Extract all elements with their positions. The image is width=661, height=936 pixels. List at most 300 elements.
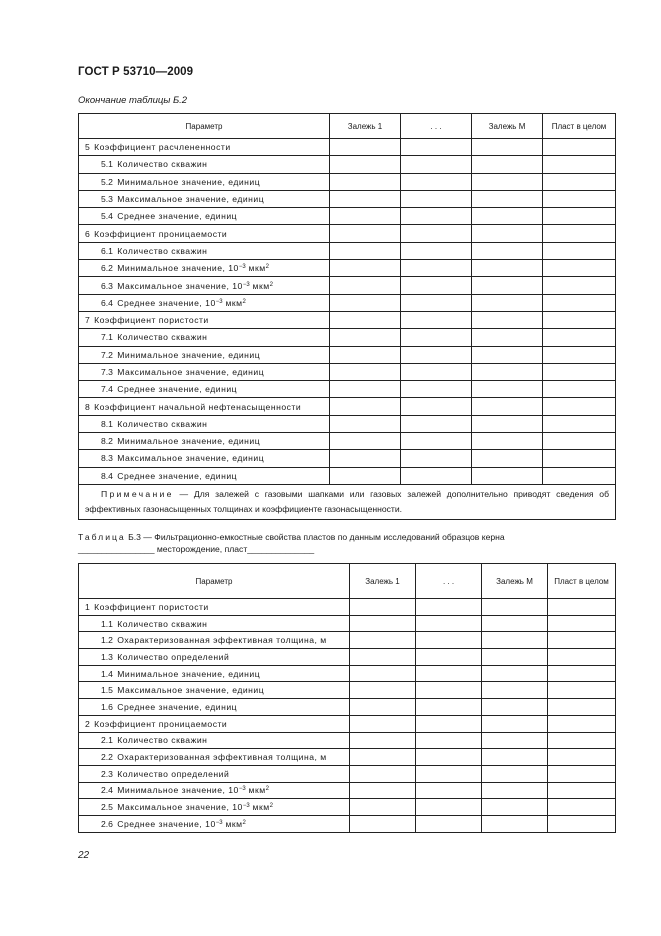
item-text: Количество определений <box>117 651 230 662</box>
item-text: Количество скважин <box>117 245 208 256</box>
value-cell <box>330 398 401 415</box>
table-b3-caption-number: Б.3 — <box>125 532 155 542</box>
value-cell <box>416 649 482 666</box>
value-cell <box>472 190 543 207</box>
item-number: 8.2 <box>101 436 113 447</box>
value-cell <box>401 277 472 294</box>
value-cell <box>543 450 616 467</box>
column-header-parameter: Параметр <box>79 114 330 139</box>
value-cell <box>543 225 616 242</box>
value-cell <box>543 329 616 346</box>
value-cell <box>543 363 616 380</box>
item-text: Среднее значение, единиц <box>117 701 238 712</box>
table-b3-header-row <box>79 564 616 599</box>
value-cell <box>416 732 482 749</box>
parameter-cell <box>79 632 350 649</box>
value-cell <box>330 173 401 190</box>
value-cell <box>401 329 472 346</box>
item-text: Коэффициент расчлененности <box>94 142 231 153</box>
value-cell <box>350 665 416 682</box>
item-text: Максимальное значение, единиц <box>117 367 265 377</box>
column-header-deposit-m: Залежь М <box>472 114 543 139</box>
value-cell <box>350 815 416 832</box>
value-cell <box>401 381 472 398</box>
value-cell <box>472 294 543 311</box>
item-number: 1.3 <box>101 651 113 662</box>
table-row <box>79 749 616 766</box>
value-cell <box>416 799 482 816</box>
value-cell <box>401 242 472 259</box>
item-text: Коэффициент проницаемости <box>94 228 228 239</box>
table-row <box>79 363 616 380</box>
unit: мкм <box>222 297 243 308</box>
unit-exponent: 2 <box>242 298 246 305</box>
table-row <box>79 208 616 225</box>
value-cell <box>548 649 616 666</box>
value-cell <box>416 715 482 732</box>
value-cell <box>472 467 543 484</box>
value-cell <box>472 346 543 363</box>
value-cell <box>330 260 401 277</box>
value-cell <box>416 749 482 766</box>
value-cell <box>543 311 616 328</box>
item-text: Максимальное значение, 10 <box>117 802 243 813</box>
value-cell <box>543 260 616 277</box>
value-cell <box>548 749 616 766</box>
parameter-cell <box>79 329 330 346</box>
table-note-row <box>79 484 616 519</box>
exponent: −3 <box>238 264 246 271</box>
item-text: Максимальное значение, единиц <box>117 453 265 464</box>
table-row <box>79 450 616 467</box>
value-cell <box>482 599 548 616</box>
value-cell <box>548 799 616 816</box>
item-number: 5 <box>85 142 90 153</box>
table-row <box>79 225 616 242</box>
table-row <box>79 294 616 311</box>
value-cell <box>401 415 472 432</box>
value-cell <box>350 632 416 649</box>
table-b3-caption <box>78 531 505 555</box>
item-text: Минимальное значение, 10 <box>117 263 239 274</box>
item-number: 6.1 <box>101 245 113 256</box>
table-b3-caption-label: Таблица <box>78 532 126 542</box>
formation-blank: ______________ <box>247 544 315 554</box>
value-cell <box>350 765 416 782</box>
unit-exponent: 2 <box>242 819 246 826</box>
parameter-cell <box>79 225 330 242</box>
item-number: 8.1 <box>101 418 113 429</box>
item-number: 2.4 <box>101 785 113 796</box>
value-cell <box>330 329 401 346</box>
value-cell <box>350 799 416 816</box>
value-cell <box>482 632 548 649</box>
value-cell <box>330 277 401 294</box>
value-cell <box>401 398 472 415</box>
item-text: Количество определений <box>117 768 230 779</box>
parameter-cell <box>79 732 350 749</box>
value-cell <box>416 699 482 716</box>
item-number: 8.4 <box>101 470 113 481</box>
value-cell <box>472 208 543 225</box>
parameter-cell <box>79 467 330 484</box>
value-cell <box>416 815 482 832</box>
value-cell <box>482 765 548 782</box>
value-cell <box>350 715 416 732</box>
exponent: −3 <box>238 786 246 793</box>
value-cell <box>543 139 616 156</box>
parameter-cell <box>79 665 350 682</box>
parameter-cell <box>79 815 350 832</box>
table-row <box>79 599 616 616</box>
table-row <box>79 682 616 699</box>
item-number: 1.4 <box>101 668 113 679</box>
value-cell <box>472 415 543 432</box>
value-cell <box>482 615 548 632</box>
value-cell <box>548 615 616 632</box>
parameter-cell <box>79 765 350 782</box>
value-cell <box>350 732 416 749</box>
value-cell <box>416 782 482 799</box>
column-header-ellipsis: . . . <box>416 564 482 599</box>
table-b3-caption-line2 <box>78 543 505 555</box>
item-number: 6.3 <box>101 280 113 291</box>
item-text: Охарактеризованная эффективная толщина, м <box>117 752 327 763</box>
table-row <box>79 782 616 799</box>
item-text: Коэффициент начальной нефтенасыщенности <box>94 401 302 412</box>
table-row <box>79 799 616 816</box>
parameter-cell <box>79 381 330 398</box>
table-b3-caption-text: Фильтрационно-емкостные свойства пластов по данным исследований образцов керна <box>154 532 505 542</box>
item-number: 7.4 <box>101 384 113 395</box>
item-text: Минимальное значение, единиц <box>117 668 261 679</box>
parameter-cell <box>79 649 350 666</box>
parameter-cell <box>79 715 350 732</box>
table-row <box>79 277 616 294</box>
document-header: ГОСТ Р 53710—2009 <box>78 66 194 78</box>
table-row <box>79 815 616 832</box>
item-number: 6.4 <box>101 297 113 308</box>
value-cell <box>416 615 482 632</box>
parameter-cell <box>79 398 330 415</box>
value-cell <box>330 139 401 156</box>
value-cell <box>548 765 616 782</box>
value-cell <box>482 799 548 816</box>
value-cell <box>472 225 543 242</box>
value-cell <box>482 665 548 682</box>
unit: мкм <box>245 263 266 274</box>
table-row <box>79 649 616 666</box>
item-number: 1.1 <box>101 618 113 629</box>
column-header-parameter: Параметр <box>79 564 350 599</box>
value-cell <box>401 467 472 484</box>
table-b2 <box>78 113 616 520</box>
unit: мкм <box>222 818 243 829</box>
item-text: Среднее значение, 10 <box>117 297 216 308</box>
value-cell <box>472 173 543 190</box>
table-b2-header-row <box>79 114 616 139</box>
item-text: Максимальное значение, 10 <box>117 280 243 291</box>
value-cell <box>548 815 616 832</box>
value-cell <box>482 649 548 666</box>
table-row <box>79 665 616 682</box>
table-row <box>79 615 616 632</box>
unit: мкм <box>245 785 266 796</box>
value-cell <box>472 381 543 398</box>
parameter-cell <box>79 190 330 207</box>
table-row <box>79 260 616 277</box>
parameter-cell <box>79 173 330 190</box>
parameter-cell <box>79 415 330 432</box>
field-blank: ________________ <box>78 544 155 554</box>
table-row <box>79 467 616 484</box>
table-row <box>79 433 616 450</box>
value-cell <box>543 433 616 450</box>
value-cell <box>548 665 616 682</box>
parameter-cell <box>79 699 350 716</box>
item-text: Коэффициент пористости <box>94 601 209 612</box>
item-number: 6.2 <box>101 263 113 274</box>
value-cell <box>330 450 401 467</box>
table-row <box>79 329 616 346</box>
parameter-cell <box>79 294 330 311</box>
table-row <box>79 242 616 259</box>
unit-exponent: 2 <box>269 281 273 288</box>
value-cell <box>472 242 543 259</box>
item-text: Минимальное значение, единиц <box>117 176 261 187</box>
item-text: Среднее значение, единиц <box>117 470 238 481</box>
value-cell <box>401 346 472 363</box>
item-number: 1.6 <box>101 701 113 712</box>
parameter-cell <box>79 799 350 816</box>
value-cell <box>543 381 616 398</box>
table-b2-body <box>79 139 616 520</box>
item-number: 7.3 <box>101 367 113 377</box>
table-row <box>79 346 616 363</box>
value-cell <box>401 139 472 156</box>
table-b3-body <box>79 599 616 833</box>
value-cell <box>401 260 472 277</box>
item-text: Минимальное значение, единиц <box>117 436 261 447</box>
value-cell <box>548 682 616 699</box>
item-number: 5.2 <box>101 176 113 187</box>
table-row <box>79 381 616 398</box>
value-cell <box>416 599 482 616</box>
value-cell <box>401 208 472 225</box>
value-cell <box>548 599 616 616</box>
value-cell <box>472 398 543 415</box>
value-cell <box>330 242 401 259</box>
value-cell <box>350 749 416 766</box>
value-cell <box>401 225 472 242</box>
item-text: Максимальное значение, единиц <box>117 194 265 205</box>
item-number: 8.3 <box>101 453 113 464</box>
value-cell <box>548 732 616 749</box>
note-text: Для залежей с газовыми шапками или газовых залежей дополнительно приводят сведения об эффективных газонасыщенных толщинах и коэффициенте газонасыщенности. <box>85 488 609 514</box>
parameter-cell <box>79 599 350 616</box>
value-cell <box>543 467 616 484</box>
item-number: 7.2 <box>101 349 113 360</box>
parameter-cell <box>79 208 330 225</box>
value-cell <box>548 632 616 649</box>
exponent: −3 <box>215 298 223 305</box>
table-row <box>79 699 616 716</box>
item-number: 2.2 <box>101 752 113 763</box>
value-cell <box>401 173 472 190</box>
value-cell <box>472 363 543 380</box>
value-cell <box>482 682 548 699</box>
value-cell <box>330 190 401 207</box>
item-number: 5.1 <box>101 159 113 170</box>
value-cell <box>472 433 543 450</box>
value-cell <box>330 156 401 173</box>
parameter-cell <box>79 260 330 277</box>
item-text: Охарактеризованная эффективная толщина, м <box>117 635 327 646</box>
value-cell <box>401 156 472 173</box>
exponent: −3 <box>215 819 223 826</box>
item-number: 2.5 <box>101 802 113 813</box>
column-header-deposit-m: Залежь М <box>482 564 548 599</box>
value-cell <box>401 450 472 467</box>
unit-exponent: 2 <box>265 264 269 271</box>
table-row <box>79 732 616 749</box>
value-cell <box>416 632 482 649</box>
item-number: 7.1 <box>101 332 113 343</box>
item-number: 1.5 <box>101 685 113 696</box>
table-b2-caption: Окончание таблицы Б.2 <box>78 95 188 106</box>
table-row <box>79 415 616 432</box>
value-cell <box>350 615 416 632</box>
parameter-cell <box>79 782 350 799</box>
value-cell <box>416 665 482 682</box>
item-number: 2.3 <box>101 768 113 779</box>
value-cell <box>472 260 543 277</box>
parameter-cell <box>79 139 330 156</box>
value-cell <box>330 225 401 242</box>
item-text: Количество скважин <box>117 159 208 170</box>
column-header-formation-total: Пласт в целом <box>543 114 616 139</box>
table-row <box>79 156 616 173</box>
value-cell <box>401 311 472 328</box>
exponent: −3 <box>242 281 250 288</box>
item-text: Количество скважин <box>117 418 208 429</box>
value-cell <box>543 277 616 294</box>
item-number: 6 <box>85 228 90 239</box>
parameter-cell <box>79 363 330 380</box>
value-cell <box>472 329 543 346</box>
value-cell <box>482 815 548 832</box>
parameter-cell <box>79 277 330 294</box>
table-row <box>79 765 616 782</box>
value-cell <box>548 715 616 732</box>
value-cell <box>330 433 401 450</box>
value-cell <box>543 190 616 207</box>
item-number: 5.4 <box>101 211 113 222</box>
item-text: Максимальное значение, единиц <box>117 685 265 696</box>
parameter-cell <box>79 749 350 766</box>
value-cell <box>543 156 616 173</box>
value-cell <box>548 699 616 716</box>
value-cell <box>401 190 472 207</box>
value-cell <box>543 242 616 259</box>
value-cell <box>350 699 416 716</box>
item-number: 1.2 <box>101 635 113 646</box>
item-text: Минимальное значение, единиц <box>117 349 261 360</box>
item-number: 7 <box>85 315 90 326</box>
item-number: 2.1 <box>101 735 113 746</box>
unit: мкм <box>249 802 270 813</box>
value-cell <box>482 749 548 766</box>
value-cell <box>543 398 616 415</box>
table-row <box>79 190 616 207</box>
value-cell <box>543 415 616 432</box>
value-cell <box>350 649 416 666</box>
item-text: Количество скважин <box>117 735 208 746</box>
parameter-cell <box>79 346 330 363</box>
note-dash: — <box>173 488 194 499</box>
item-text: Минимальное значение, 10 <box>117 785 239 796</box>
value-cell <box>330 294 401 311</box>
item-text: Среднее значение, единиц <box>117 211 238 222</box>
value-cell <box>401 433 472 450</box>
field-label: месторождение, пласт <box>154 544 248 554</box>
value-cell <box>350 682 416 699</box>
note-label: Примечание <box>101 488 174 499</box>
value-cell <box>330 381 401 398</box>
item-text: Среднее значение, единиц <box>117 384 238 395</box>
value-cell <box>330 311 401 328</box>
item-text: Количество скважин <box>117 332 208 343</box>
unit-exponent: 2 <box>269 803 273 810</box>
value-cell <box>472 156 543 173</box>
unit-exponent: 2 <box>265 786 269 793</box>
value-cell <box>472 311 543 328</box>
item-number: 8 <box>85 401 90 412</box>
value-cell <box>472 277 543 294</box>
value-cell <box>543 294 616 311</box>
parameter-cell <box>79 682 350 699</box>
item-text: Коэффициент проницаемости <box>94 718 228 729</box>
value-cell <box>543 346 616 363</box>
item-text: Количество скважин <box>117 618 208 629</box>
value-cell <box>416 765 482 782</box>
value-cell <box>548 782 616 799</box>
column-header-deposit-1: Залежь 1 <box>350 564 416 599</box>
table-row <box>79 632 616 649</box>
value-cell <box>350 599 416 616</box>
table-note <box>79 484 616 519</box>
item-text: Среднее значение, 10 <box>117 818 216 829</box>
value-cell <box>330 415 401 432</box>
table-row <box>79 139 616 156</box>
value-cell <box>401 363 472 380</box>
column-header-deposit-1: Залежь 1 <box>330 114 401 139</box>
parameter-cell <box>79 433 330 450</box>
table-row <box>79 715 616 732</box>
value-cell <box>330 346 401 363</box>
value-cell <box>330 208 401 225</box>
value-cell <box>482 715 548 732</box>
value-cell <box>543 208 616 225</box>
value-cell <box>350 782 416 799</box>
value-cell <box>543 173 616 190</box>
table-row <box>79 311 616 328</box>
table-b3-caption-line1 <box>78 531 505 543</box>
table-row <box>79 398 616 415</box>
value-cell <box>416 682 482 699</box>
value-cell <box>482 699 548 716</box>
value-cell <box>330 467 401 484</box>
